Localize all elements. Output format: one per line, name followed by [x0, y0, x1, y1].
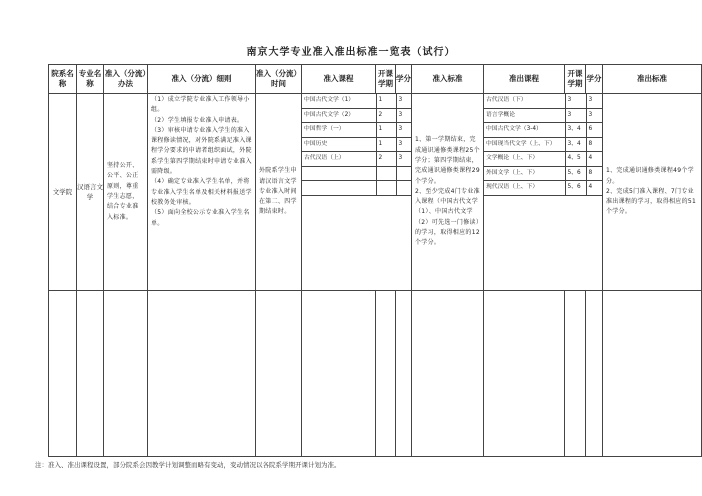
course-row [302, 137, 412, 152]
time-cell: 外院系学生申请汉语言文学专业准入时间在第二、四学期结束时。 [256, 94, 302, 291]
course-blank-cell [376, 166, 396, 181]
course-name: 中国历史 [302, 137, 376, 152]
footnote: 注：准入、准出课程设置，部分院系会因教学计划调整而略有变动，变动情况以各院系学期开课计划为准。 [35, 461, 341, 469]
blank-cell [412, 291, 484, 457]
course-term: 2 [376, 152, 396, 167]
course-term: 1 [376, 94, 396, 108]
entry-courses-block [302, 94, 412, 291]
course-term: 3、4 [565, 123, 586, 138]
method-cell: 坚持公开、公平、公正原则，尊重学生志愿，结合专业准入标准。 [104, 94, 148, 291]
course-name: 语言学概论 [484, 108, 565, 123]
course-name: 古代汉语（下） [484, 94, 565, 108]
header-exit-standard: 准出标准 [603, 65, 702, 94]
course-credit: 8 [586, 166, 603, 181]
header-entry-standard: 准入标准 [412, 65, 484, 94]
course-term: 3 [565, 108, 586, 123]
course-term: 1 [376, 123, 396, 138]
header-exit-courses: 准出课程 [484, 65, 565, 94]
exit-courses-list [484, 94, 603, 196]
course-term: 5、6 [565, 181, 586, 196]
header-row [49, 65, 702, 94]
course-row [302, 94, 412, 108]
course-term: 3、4 [565, 137, 586, 152]
course-term: 4、5 [565, 152, 586, 167]
sheet-title: 南京大学专业准入准出标准一览表（试行） [246, 47, 456, 58]
header-department: 院系名称 [49, 65, 77, 94]
header-time: 准入（分流）时间 [256, 65, 302, 94]
blank-cell [77, 291, 104, 457]
course-row [484, 94, 603, 108]
course-row [302, 123, 412, 138]
course-row [484, 166, 603, 181]
details-cell: （1）成立学院专业准入工作领导小组。 （2）学生填报专业准入申请表。 （3）审核申请专业准入学生的准入课程修读情况，对外院系满足准入课程学分要求的申请者组织面试，外院系学生第四学期结束时申请专业准入需降级。 （4）确定专业准入学生名单，并将专业准入学生名单及相关材料报送学校教务处审核。 （5）面向全校公示专业准入学生名单。 [148, 94, 256, 291]
header-method: 准入（分流）办法 [104, 65, 148, 94]
course-row [484, 181, 603, 196]
header-major: 专业名称 [77, 65, 104, 94]
course-row [484, 137, 603, 152]
course-name: 文学概论（上、下） [484, 152, 565, 167]
entry-standard-cell: 1、第一学期结束，完成通识通修类课程25个学分；第四学期结束，完成通识通修类课程29个学分。 2、至少完成4门专业准入课程（中国古代文学（1）、中国古代文学（2）可先选一门修读）的学习，取得相应的12个学分。 [412, 94, 484, 291]
blank-cell [586, 291, 603, 457]
course-credit: 6 [586, 123, 603, 138]
course-credit: 8 [586, 137, 603, 152]
blank-cell [484, 291, 565, 457]
header-exit-credit: 学分 [586, 65, 603, 94]
blank-cell [396, 291, 412, 457]
course-row [484, 123, 603, 138]
blank-cell [302, 291, 376, 457]
department-cell: 文学院 [49, 94, 77, 291]
course-row [302, 108, 412, 123]
course-name: 中国古代文学（2） [302, 108, 376, 123]
blank-row [49, 291, 702, 457]
course-credit: 3 [586, 108, 603, 123]
course-row [484, 108, 603, 123]
course-credit: 4 [586, 181, 603, 196]
course-blank-cell [302, 181, 376, 196]
course-term: 5、6 [565, 166, 586, 181]
course-name: 中国古代文学（1） [302, 94, 376, 108]
course-credit: 3 [396, 123, 412, 138]
header-entry-credit: 学分 [396, 65, 412, 94]
course-name: 外国文学（上、下） [484, 166, 565, 181]
blank-cell [148, 291, 256, 457]
course-blank-cell [396, 181, 412, 196]
course-credit: 3 [396, 108, 412, 123]
major-cell: 汉语言文学 [77, 94, 104, 291]
course-name: 中国哲学（一） [302, 123, 376, 138]
course-name: 中国现当代文学（上、下） [484, 137, 565, 152]
blank-cell [565, 291, 586, 457]
course-blank-cell [376, 181, 396, 196]
header-entry-term: 开课学期 [376, 65, 396, 94]
blank-cell [376, 291, 396, 457]
course-term: 2 [376, 108, 396, 123]
course-term: 1 [376, 137, 396, 152]
blank-cell [603, 291, 702, 457]
course-row-blank [302, 166, 412, 181]
course-credit: 4 [586, 152, 603, 167]
course-blank-cell [396, 166, 412, 181]
blank-cell [104, 291, 148, 457]
blank-cell [256, 291, 302, 457]
course-term: 3 [565, 94, 586, 108]
course-credit: 3 [396, 152, 412, 167]
course-credit: 3 [586, 94, 603, 108]
header-details: 准入（分流）细则 [148, 65, 256, 94]
blank-cell [49, 291, 77, 457]
course-name: 中国古代文学（3-4） [484, 123, 565, 138]
course-credit: 3 [396, 94, 412, 108]
course-row [484, 152, 603, 167]
header-entry-courses: 准入课程 [302, 65, 376, 94]
course-credit: 3 [396, 137, 412, 152]
course-blank-cell [302, 166, 376, 181]
table-row [49, 94, 702, 291]
course-name: 现代汉语（上、下） [484, 181, 565, 196]
course-row [302, 152, 412, 167]
exit-standard-cell: 1、完成通识通修类课程49个学分。 2、完成5门准入课程、7门专业准出课程的学习，取得相应的51个学分。 [603, 94, 702, 291]
exit-courses-block [484, 94, 603, 291]
entry-courses-list [302, 94, 412, 196]
header-exit-term: 开课学期 [565, 65, 586, 94]
course-name: 古代汉语（上） [302, 152, 376, 167]
standards-table [48, 64, 702, 457]
course-row-blank [302, 181, 412, 196]
